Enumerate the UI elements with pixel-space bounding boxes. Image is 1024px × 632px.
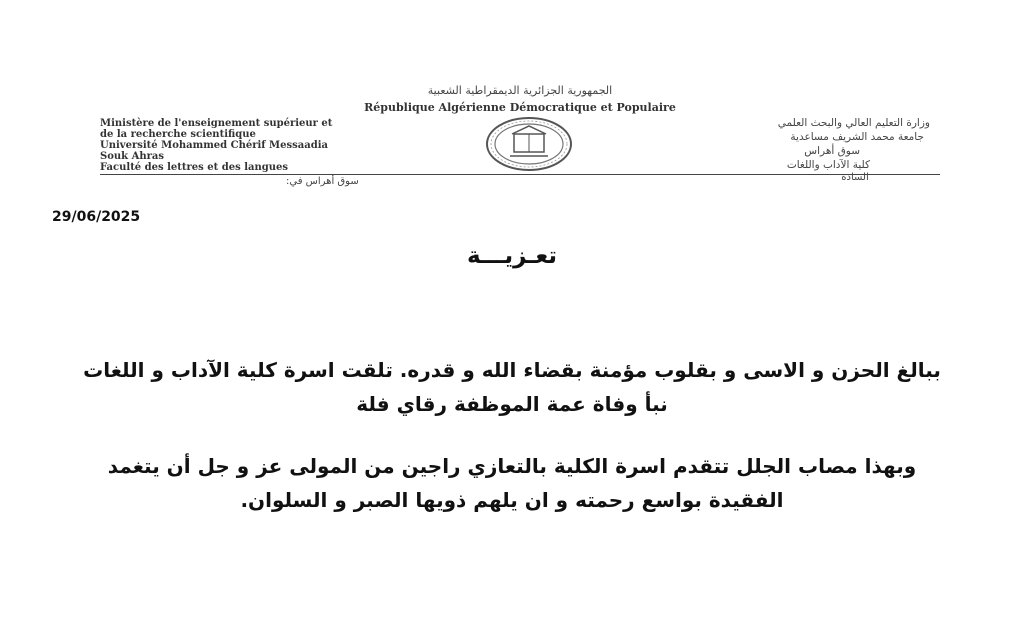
paragraph-1-line-1: ببالغ الحزن و الاسى و بقلوب مؤمنة بقضاء الله و قدره. تلقت اسرة كلية الآداب و اللغات <box>83 358 941 382</box>
paragraph-2 <box>40 449 984 517</box>
place-date-label: سوق أهراس في: <box>286 176 359 187</box>
institution-line-1: Ministère de l'enseignement supérieur et <box>100 118 333 129</box>
document-title: تعـزيـــة <box>467 243 557 269</box>
institution-line-5: Faculté des lettres et des langues <box>100 162 288 173</box>
paragraph-2-line-1: وبهذا مصاب الجلل تتقدم اسرة الكلية بالتعازي راجين من المولى عز و جل أن يتغمد <box>107 454 917 478</box>
institution-ar-line-4: كلية الآداب واللغات <box>786 159 870 171</box>
institution-ar-line-1: وزارة التعليم العالي والبحث العلمي <box>777 117 930 129</box>
paragraph-1 <box>40 353 984 421</box>
republic-name-arabic: الجمهورية الجزائرية الديمقراطية الشعبية <box>427 84 613 97</box>
recipient-label: السادة <box>841 172 869 183</box>
university-seal-icon <box>484 116 574 172</box>
institution-line-2: de la recherche scientifique <box>100 129 256 140</box>
institution-arabic-block <box>670 116 930 172</box>
institution-french-block <box>100 118 480 173</box>
institution-line-4: Souk Ahras <box>100 151 164 162</box>
paragraph-2-line-2: الفقيدة بواسع رحمته و ان يلهم ذويها الصبر و السلوان. <box>240 488 784 512</box>
institution-line-3: Université Mohammed Chérif Messaadia <box>100 140 328 151</box>
institution-ar-line-3: سوق أهراس <box>804 145 860 157</box>
institution-ar-line-2: جامعة محمد الشريف مساعدية <box>790 131 924 143</box>
letterhead <box>100 84 940 194</box>
document-date: 29/06/2025 <box>52 209 141 225</box>
republic-name-french: République Algérienne Démocratique et Populaire <box>364 101 676 114</box>
paragraph-1-line-2: نبأ وفاة عمة الموظفة رقاي فلة <box>356 392 668 416</box>
